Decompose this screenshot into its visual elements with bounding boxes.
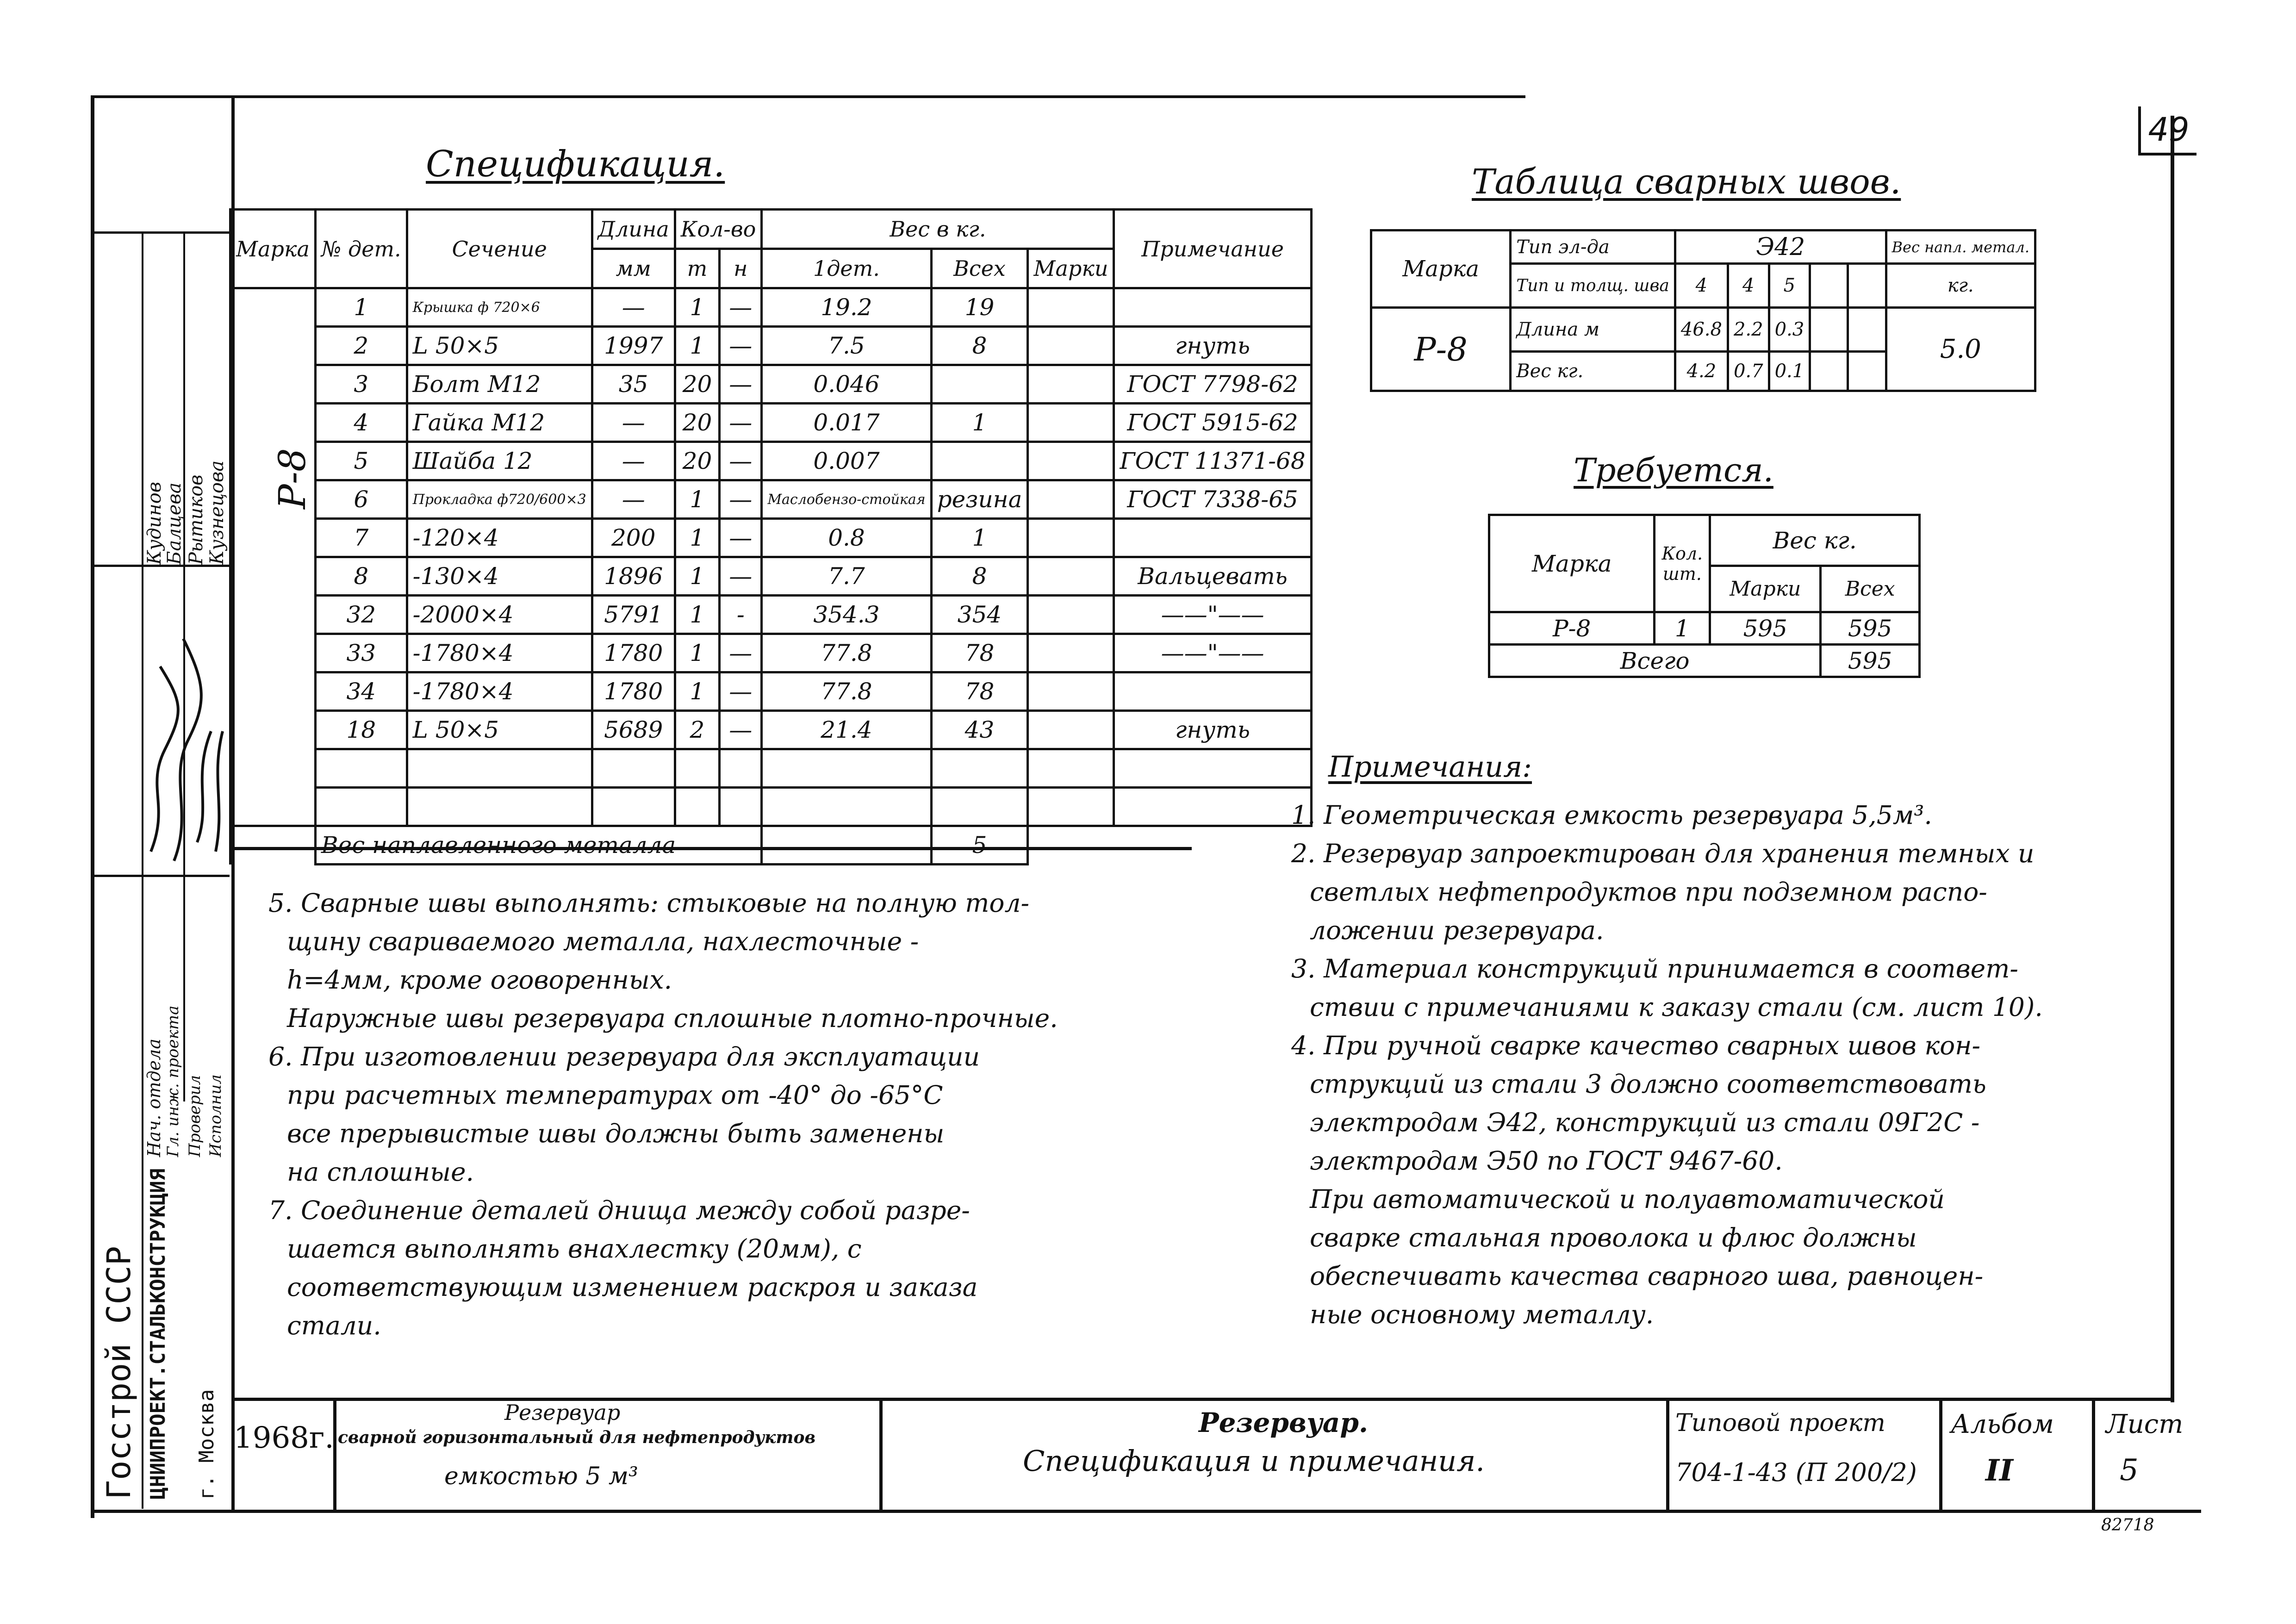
required-title: Требуется. [1574,451,1773,489]
spec-header-w-det: 1дет. [762,249,931,288]
spec-cell-section: Крышка ф 720×6 [407,288,592,327]
spec-row [230,365,1312,404]
spec-cell-n: 5 [315,442,407,480]
welds-weight-3: 0.1 [1769,352,1810,391]
spec-cell-section: L 50×5 [407,327,592,365]
spec-cell-wa: 1 [931,519,1028,557]
spec-cell-h: — [720,711,762,749]
spec-cell-n: 32 [315,596,407,634]
spec-cell-note: гнуть [1114,711,1311,749]
spec-header-qty-n: н [720,249,762,288]
spec-cell-wa [931,749,1028,788]
stamp-divider-3 [1666,1398,1669,1510]
spec-cell-wa: 1 [931,404,1028,442]
note-line: 7. Соединение деталей днища между собой разре- [268,1195,970,1225]
required-table [1488,514,1921,678]
spec-cell-h: - [720,596,762,634]
spec-cell-wd: 19.2 [762,288,931,327]
spec-cell-note [1114,788,1311,826]
spec-row [230,404,1312,442]
spec-cell-length: 1780 [592,634,675,672]
spec-header-w-marki: Марки [1028,249,1114,288]
spec-cell-section: -130×4 [407,557,592,596]
spec-cell-note: Вальцевать [1114,557,1311,596]
spec-cell-wd: 77.8 [762,672,931,711]
spec-cell-marki [1028,519,1114,557]
left-title-strip [91,231,231,1509]
spec-cell-wd: 0.017 [762,404,931,442]
spec-cell-length: 200 [592,519,675,557]
spec-cell-marki [1028,788,1114,826]
role-chief-engineer: Гл. инж. проекта [164,1005,182,1157]
spec-cell-h: — [720,327,762,365]
welds-total: 5.0 [1886,308,2035,391]
spec-cell-marki [1028,480,1114,519]
spec-cell-length: 1780 [592,672,675,711]
note-line: 1. Геометрическая емкость резервуара 5,5м³. [1291,800,1932,830]
role-checked: Проверил [186,1075,204,1157]
spec-cell-section: Прокладка ф720/600×3 [407,480,592,519]
spec-cell-n [315,749,407,788]
spec-row [230,749,1312,788]
note-line: струкций из стали 3 должно соответствовать [1310,1069,1986,1099]
welds-header-weight-metal: Вес напл. метал. [1886,230,2035,264]
spec-row [230,672,1312,711]
stamp-object-subtitle: сварной горизонтальный для нефтепродуктов [338,1428,816,1447]
welds-length-3: 0.3 [1769,308,1810,352]
required-total-label: Всего [1489,645,1821,677]
spec-cell-length: — [592,288,675,327]
spec-table [229,208,1313,865]
name-baltseva: Балцева [164,482,185,565]
spec-cell-note [1114,672,1311,711]
spec-cell-section: Болт М12 [407,365,592,404]
spec-cell-wa [931,365,1028,404]
spec-cell-wd: 7.7 [762,557,931,596]
spec-cell-section [407,749,592,788]
welds-weight-2: 0.7 [1728,352,1769,391]
stamp-sheet-title: Резервуар. [1199,1407,1369,1438]
spec-row [230,596,1312,634]
spec-cell-section: -120×4 [407,519,592,557]
welds-length-1: 46.8 [1675,308,1728,352]
spec-cell-n: 33 [315,634,407,672]
spec-cell-note: гнуть [1114,327,1311,365]
welds-header-kg: кг. [1886,264,2035,308]
spec-cell-t: 20 [675,442,719,480]
spec-cell-t: 1 [675,327,719,365]
spec-cell-n: 7 [315,519,407,557]
spec-row [230,288,1312,327]
welds-header-type-thick: Тип и толщ. шва [1511,264,1675,308]
spec-header-num: № дет. [315,210,407,288]
spec-row [230,442,1312,480]
stamp-year: 1968г. [234,1421,334,1455]
stamp-inventory-number: 82718 [2101,1516,2154,1535]
spec-cell-h [720,749,762,788]
stamp-object-capacity: емкостью 5 м³ [444,1462,638,1490]
spec-cell-marki [1028,711,1114,749]
note-line: ные основному металлу. [1310,1300,1654,1329]
spec-row [230,480,1312,519]
spec-cell-section: -1780×4 [407,634,592,672]
spec-cell-n: 1 [315,288,407,327]
spec-cell-t: 1 [675,634,719,672]
spec-cell-h: — [720,365,762,404]
spec-cell-t: 1 [675,672,719,711]
spec-cell-length [592,788,675,826]
spec-cell-wa: резина [931,480,1028,519]
spec-cell-t [675,749,719,788]
spec-cell-t: 1 [675,288,719,327]
stamp-object-title: Резервуар [504,1400,621,1425]
spec-cell-length: — [592,480,675,519]
frame-right-line [2171,116,2174,1402]
spec-cell-wa: 78 [931,634,1028,672]
welds-header-marka: Марка [1371,230,1511,308]
spec-cell-marki [1028,288,1114,327]
spec-header-length-unit: мм [592,249,675,288]
spec-cell-length: 1997 [592,327,675,365]
welds-length-label: Длина м [1511,308,1675,352]
spec-cell-h: — [720,557,762,596]
spec-cell-length: 5689 [592,711,675,749]
name-kudinov: Кудинов [144,482,165,565]
note-line: электродам Э50 по ГОСТ 9467-60. [1310,1146,1783,1176]
note-line: электродам Э42, конструкций из стали 09Г2С - [1310,1108,1980,1137]
stamp-album-label: Альбом [1951,1409,2054,1439]
spec-cell-wd: 0.046 [762,365,931,404]
spec-cell-n: 18 [315,711,407,749]
welds-length-2: 2.2 [1728,308,1769,352]
required-total: 595 [1821,645,1920,677]
notes-right-block [1291,796,2043,1334]
spec-cell-note [1114,288,1311,327]
stamp-divider-2 [879,1398,883,1510]
spec-cell-note: ГОСТ 5915-62 [1114,404,1311,442]
required-header-marka: Марка [1489,515,1655,612]
spec-cell-marki [1028,365,1114,404]
notes-title: Примечания: [1328,750,1532,784]
org-gosstroy: Госстрой СССР [100,1246,138,1500]
stamp-divider-1 [333,1398,336,1510]
spec-cell-wd [762,749,931,788]
note-line: стали. [287,1311,381,1340]
spec-cell-wd [762,788,931,826]
spec-cell-note [1114,749,1311,788]
required-mark: Р-8 [1489,612,1655,645]
note-line: при расчетных температурах от -40° до -65°С [287,1080,943,1110]
spec-cell-n: 4 [315,404,407,442]
note-line: соответствующим изменением раскроя и заказа [287,1272,978,1302]
spec-cell-section: -1780×4 [407,672,592,711]
required-weight-mark: 595 [1710,612,1821,645]
stamp-sheet-subtitle: Спецификация и примечания. [1023,1444,1485,1478]
spec-cell-h: — [720,442,762,480]
note-line: шается выполнять внахлестку (20мм), с [287,1234,862,1263]
spec-row [230,519,1312,557]
spec-cell-wd: 7.5 [762,327,931,365]
spec-cell-marki [1028,672,1114,711]
spec-cell-h: — [720,634,762,672]
spec-cell-t: 20 [675,404,719,442]
org-tsniiproekt: ЦНИИПРОЕКТ.СТАЛЬКОНСТРУКЦИЯ [146,1168,170,1500]
spec-row [230,557,1312,596]
note-line: 6. При изготовлении резервуара для эксплуатации [268,1042,980,1071]
spec-cell-wa: 19 [931,288,1028,327]
spec-row [230,711,1312,749]
spec-cell-length: 35 [592,365,675,404]
welds-weight-1: 4.2 [1675,352,1728,391]
spec-cell-length: 1896 [592,557,675,596]
required-header-w-mark: Марки [1710,566,1821,612]
spec-cell-note: ——"—— [1114,596,1311,634]
welds-weight-label: Вес кг. [1511,352,1675,391]
note-line: сварке стальная проволока и флюс должны [1310,1223,1917,1252]
welds-mark: Р-8 [1371,308,1511,391]
spec-cell-length: 5791 [592,596,675,634]
note-line: 3. Материал конструкций принимается в соответ- [1291,954,2018,983]
note-line: ложении резервуара. [1310,915,1604,945]
spec-cell-wa: 43 [931,711,1028,749]
spec-cell-section: L 50×5 [407,711,592,749]
stamp-list-label: Лист [2106,1409,2184,1439]
note-line: обеспечивать качества сварного шва, равноцен- [1310,1261,1984,1291]
org-city: г. Москва [195,1389,218,1500]
spec-cell-note [1114,519,1311,557]
spec-cell-wa [931,788,1028,826]
stamp-project-code: 704-1-43 (П 200/2) [1675,1458,1917,1487]
notes-left-block [268,884,1058,1345]
spec-cell-n: 34 [315,672,407,711]
spec-cell-marki [1028,596,1114,634]
spec-footer-value: 5 [931,826,1028,865]
frame-bottom-line [91,1510,2201,1513]
stamp-album-value: II [1985,1453,2013,1488]
spec-title: Спецификация. [426,143,725,185]
signatures-graphic [142,611,230,870]
spec-cell-h: — [720,404,762,442]
welds-size-3: 5 [1769,264,1810,308]
spec-cell-wa: 78 [931,672,1028,711]
spec-header-notes: Примечание [1114,210,1311,288]
note-line: светлых нефтепродуктов при подземном распо- [1310,877,1987,907]
spec-cell-t: 20 [675,365,719,404]
spec-mark-cell [230,288,316,826]
spec-bottom-line [229,847,1192,850]
spec-cell-length: — [592,442,675,480]
welds-title: Таблица сварных швов. [1472,162,1901,202]
spec-cell-t: 1 [675,596,719,634]
note-line: щину свариваемого металла, нахлесточные - [287,927,919,956]
required-count: 1 [1655,612,1710,645]
stamp-project-label: Типовой проект [1675,1409,1885,1437]
spec-cell-h: — [720,519,762,557]
spec-header-weight: Вес в кг. [762,210,1114,249]
welds-electrode: Э42 [1675,230,1886,264]
sheet-number: 49 [2138,106,2196,156]
stamp-divider-5 [2092,1398,2095,1510]
spec-header-section: Сечение [407,210,592,288]
spec-cell-wd: 0.007 [762,442,931,480]
name-rytikov: Рытиков [186,474,207,565]
role-executed: Исполнил [206,1074,225,1157]
required-weight-all: 595 [1821,612,1920,645]
spec-cell-wa: 8 [931,557,1028,596]
spec-cell-t: 1 [675,480,719,519]
stamp-divider-4 [1939,1398,1942,1510]
spec-cell-t [675,788,719,826]
spec-cell-t: 2 [675,711,719,749]
spec-cell-marki [1028,557,1114,596]
spec-cell-length: — [592,404,675,442]
spec-cell-n: 2 [315,327,407,365]
note-line: При автоматической и полуавтоматической [1310,1184,1945,1214]
spec-header-length: Длина [592,210,675,249]
spec-cell-t: 1 [675,519,719,557]
spec-cell-n: 8 [315,557,407,596]
spec-cell-wd: 354.3 [762,596,931,634]
spec-cell-section: Гайка М12 [407,404,592,442]
spec-cell-section [407,788,592,826]
spec-cell-note: ГОСТ 7338-65 [1114,480,1311,519]
note-line: h=4мм, кроме оговоренных. [287,965,672,995]
role-head: Нач. отдела [144,1039,164,1157]
spec-row [230,788,1312,826]
spec-cell-note: ГОСТ 11371-68 [1114,442,1311,480]
spec-header-marka: Марка [230,210,316,288]
spec-cell-wa: 354 [931,596,1028,634]
spec-cell-wa [931,442,1028,480]
spec-cell-marki [1028,327,1114,365]
spec-cell-length [592,749,675,788]
spec-row [230,634,1312,672]
spec-cell-wd: 0.8 [762,519,931,557]
spec-cell-marki [1028,404,1114,442]
spec-cell-section: -2000×4 [407,596,592,634]
stamp-list-value: 5 [2120,1453,2139,1487]
welds-size-2: 4 [1728,264,1769,308]
spec-cell-marki [1028,749,1114,788]
spec-header-w-all: Всех [931,249,1028,288]
spec-cell-n: 6 [315,480,407,519]
spec-cell-h: — [720,672,762,711]
welds-table [1370,229,2036,392]
spec-cell-wd: Маслобензо-стойкая [762,480,931,519]
spec-row [230,327,1312,365]
spec-cell-t: 1 [675,557,719,596]
spec-header-qty-t: т [675,249,719,288]
note-line: ствии с примечаниями к заказу стали (см. лист 10). [1310,992,2043,1022]
required-header-w-all: Всех [1821,566,1920,612]
note-line: 5. Сварные швы выполнять: стыковые на полную тол- [268,888,1030,918]
note-line: 2. Резервуар запроектирован для хранения темных и [1291,839,2035,868]
spec-cell-marki [1028,442,1114,480]
required-header-qty: Кол. шт. [1655,515,1710,612]
spec-cell-wa: 8 [931,327,1028,365]
note-line: все прерывистые швы должны быть заменены [287,1119,945,1148]
spec-cell-h [720,788,762,826]
note-line: на сплошные. [287,1157,474,1187]
spec-cell-section: Шайба 12 [407,442,592,480]
spec-footer-label: Вес наплавленного металла [315,826,761,865]
spec-header-qty: Кол-во [675,210,762,249]
welds-header-type-el: Тип эл-да [1511,230,1675,264]
welds-size-1: 4 [1675,264,1728,308]
spec-mark: Р-8 [271,448,314,509]
spec-cell-wd: 77.8 [762,634,931,672]
spec-cell-marki [1028,634,1114,672]
spec-cell-n [315,788,407,826]
spec-cell-h: — [720,288,762,327]
name-kuznetsova: Кузнецова [206,460,228,565]
spec-cell-note: ——"—— [1114,634,1311,672]
spec-cell-wd: 21.4 [762,711,931,749]
note-line: 4. При ручной сварке качество сварных швов кон- [1291,1031,1981,1060]
required-header-weight: Вес кг. [1710,515,1920,566]
spec-cell-n: 3 [315,365,407,404]
spec-cell-note: ГОСТ 7798-62 [1114,365,1311,404]
spec-cell-h: — [720,480,762,519]
note-line: Наружные швы резервуара сплошные плотно-прочные. [287,1003,1058,1033]
